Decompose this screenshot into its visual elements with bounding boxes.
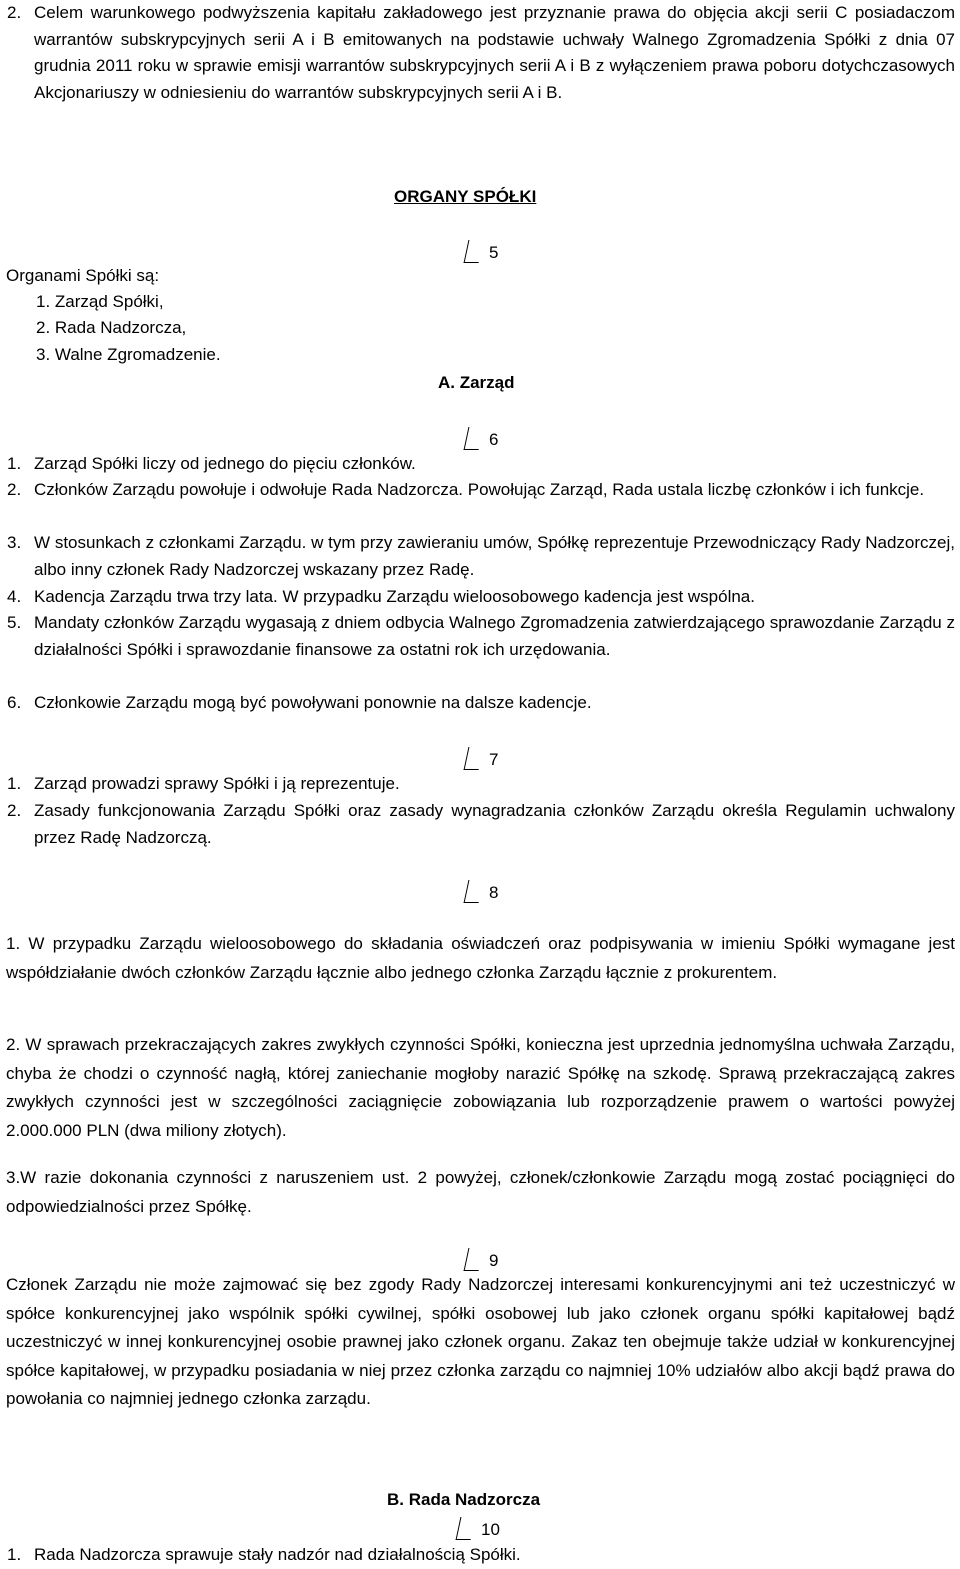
organy-lead: Organami Spółki są:	[6, 266, 160, 285]
s8-paragraph: 3.W razie dokonania czynności z naruszeniem ust. 2 powyżej, członek/członkowie Zarządu mogą zostać pociągnięci do odpowiedzialności przez Spółkę.	[6, 1168, 955, 1216]
section-mark-icon	[464, 747, 484, 770]
s6-item: 1. Zarząd Spółki liczy od jednego do pięciu członków.	[7, 454, 416, 473]
s6-item: 5. Mandaty członków Zarządu wygasają z dniem odbycia Walnego Zgromadzenia zatwierdzającego sprawozdanie Zarządu z działalności Spółki i sprawozdanie finansowe za ostatni rok ich urzędowania.	[7, 613, 955, 659]
organy-item: 3. Walne Zgromadzenie.	[36, 345, 221, 364]
s6-item: 2. Członków Zarządu powołuje i odwołuje Rada Nadzorcza. Powołując Zarząd, Rada ustala liczbę członków i ich funkcje.	[7, 480, 925, 499]
section-8: 8	[466, 880, 498, 903]
s8-paragraph: 2. W sprawach przekraczających zakres zwykłych czynności Spółki, konieczna jest uprzednia jednomyślna uchwała Zarządu, chyba że chodzi o czynność nagłą, której zaniechanie mogłoby narazić Spółkę na szkodę. Sprawą przekraczającą zakres zwykłych czynności jest w szczególności zaciągnięcie zobowiązania lub rozporządzenie prawem o wartości powyżej 2.000.000 PLN (dwa miliony złotych).	[6, 1035, 955, 1140]
s9-paragraph: Członek Zarządu nie może zajmować się bez zgody Rady Nadzorczej interesami konkurencyjnymi ani też uczestniczyć w spółce konkurencyjnej jako wspólnik spółki cywilnej, spółki osobowej lub jako członek organu spółki kapitałowej bądź uczestniczyć w innej konkurencyjnej osobie prawnej jako członek organu. Zakaz ten obejmuje także udział w konkurencyjnej spółce kapitałowej, w przypadku posiadania w niej przez członka zarządu co najmniej 10% udziałów albo akcji bądź prawa do powołania co najmniej jednego członka zarządu.	[6, 1275, 955, 1408]
organy-title: ORGANY SPÓŁKI	[394, 187, 537, 206]
section-mark-icon	[464, 240, 484, 263]
intro-paragraph	[7, 0, 955, 106]
section-6: 6	[466, 427, 498, 450]
section-mark-icon	[464, 427, 484, 450]
s7-item: 1. Zarząd prowadzi sprawy Spółki i ją reprezentuje.	[7, 774, 400, 793]
s6-item: 6. Członkowie Zarządu mogą być powoływani ponownie na dalsze kadencje.	[7, 693, 592, 712]
zarzad-title: A. Zarząd	[438, 373, 515, 392]
s10-item: 1. Rada Nadzorcza sprawuje stały nadzór nad działalnością Spółki.	[7, 1545, 521, 1564]
section-9: 9	[466, 1248, 498, 1271]
intro-number: 2.	[7, 3, 22, 22]
section-mark-icon	[456, 1517, 476, 1540]
section-mark-icon	[464, 880, 484, 903]
s8-paragraph: 1. W przypadku Zarządu wieloosobowego do składania oświadczeń oraz podpisywania w imieniu Spółki wymagane jest współdziałanie dwóch członków Zarządu łącznie albo jednego członka Zarządu łącznie z prokurentem.	[6, 934, 955, 982]
section-10: 10	[458, 1517, 500, 1540]
s6-item: 3. W stosunkach z członkami Zarządu. w tym przy zawieraniu umów, Spółkę reprezentuje Przewodniczący Rady Nadzorczej, albo inny członek Rady Nadzorczej wskazany przez Radę.	[7, 533, 955, 579]
intro-text: Celem warunkowego podwyższenia kapitału zakładowego jest przyznanie prawa do objęcia akcji serii C posiadaczom warrantów subskrypcyjnych serii A i B emitowanych na podstawie uchwały Walnego Zgromadzenia Spółki z dnia 07 grudnia 2011 roku w sprawie emisji warrantów subskrypcyjnych serii A i B z wyłączeniem prawa poboru dotychczasowych Akcjonariuszy w odniesieniu do warrantów subskrypcyjnych serii A i B.	[34, 3, 955, 102]
rada-title: B. Rada Nadzorcza	[387, 1490, 541, 1509]
section-5: 5	[466, 240, 498, 263]
organy-item: 1. Zarząd Spółki,	[36, 292, 164, 311]
organy-item: 2. Rada Nadzorcza,	[36, 318, 187, 337]
section-7: 7	[466, 747, 498, 770]
s6-item: 4. Kadencja Zarządu trwa trzy lata. W przypadku Zarządu wieloosobowego kadencja jest wspólna.	[7, 587, 755, 606]
s7-item: 2. Zasady funkcjonowania Zarządu Spółki oraz zasady wynagradzania członków Zarządu określa Regulamin uchwalony przez Radę Nadzorczą.	[7, 801, 955, 847]
section-mark-icon	[464, 1248, 484, 1271]
